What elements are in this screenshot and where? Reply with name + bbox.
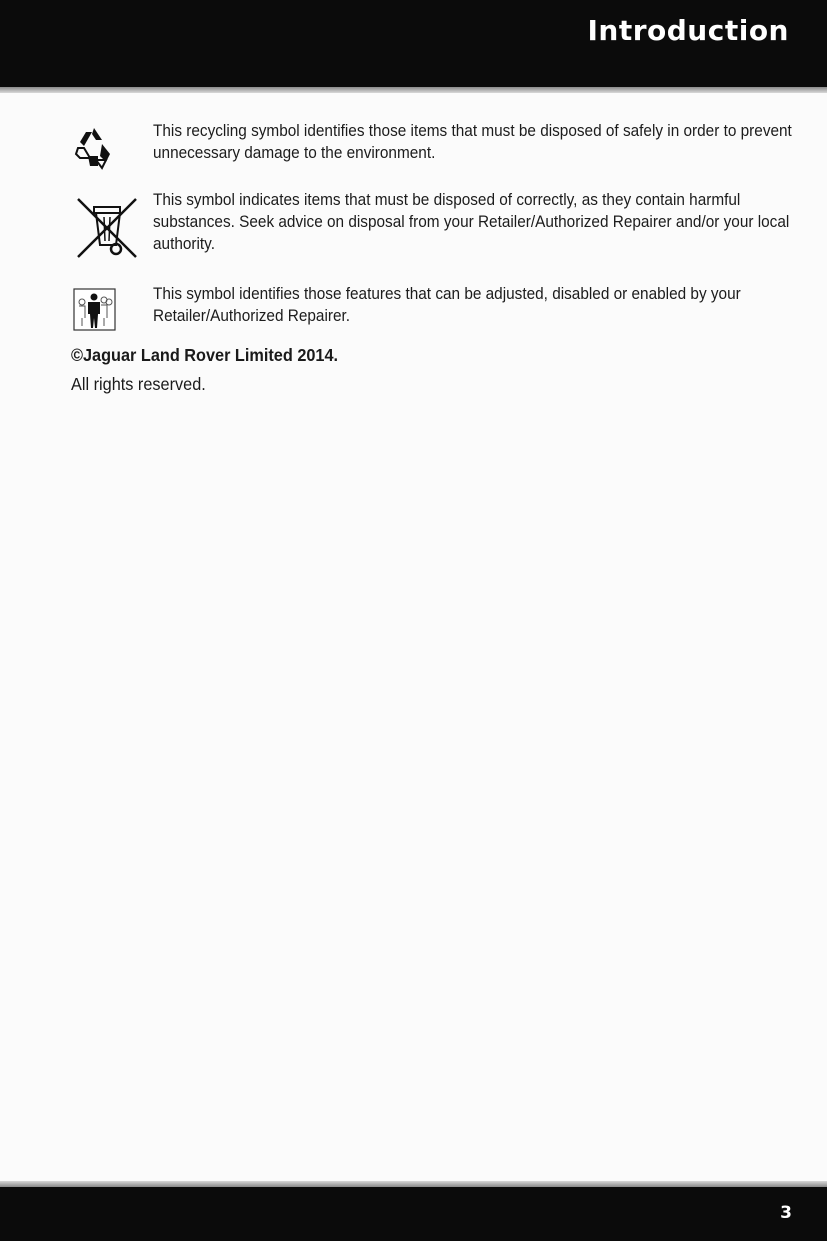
crossed-out-bin-icon: [76, 197, 138, 264]
recycling-icon: [72, 126, 116, 175]
page-footer: [0, 1187, 827, 1241]
page-header: [0, 0, 827, 87]
symbol-description: This recycling symbol identifies those items that must be disposed of safely in order to prevent unnecessary damage to the environment.: [153, 122, 792, 162]
page-number: 3: [780, 1203, 792, 1223]
retailer-adjustable-feature-icon: [73, 288, 116, 336]
section-title: Introduction: [587, 14, 789, 47]
symbol-description: This symbol indicates items that must be disposed of correctly, as they contain harmful substances. Seek advice on disposal from your Retailer/Authorized Repairer and/or your local authority.: [153, 191, 790, 253]
copyright-notice: ©Jaguar Land Rover Limited 2014.: [71, 345, 339, 365]
header-divider: [0, 87, 827, 93]
rights-reserved: All rights reserved.: [71, 374, 206, 394]
symbol-description: This symbol identifies those features that can be adjusted, disabled or enabled by your Retailer/Authorized Repairer.: [153, 285, 741, 325]
